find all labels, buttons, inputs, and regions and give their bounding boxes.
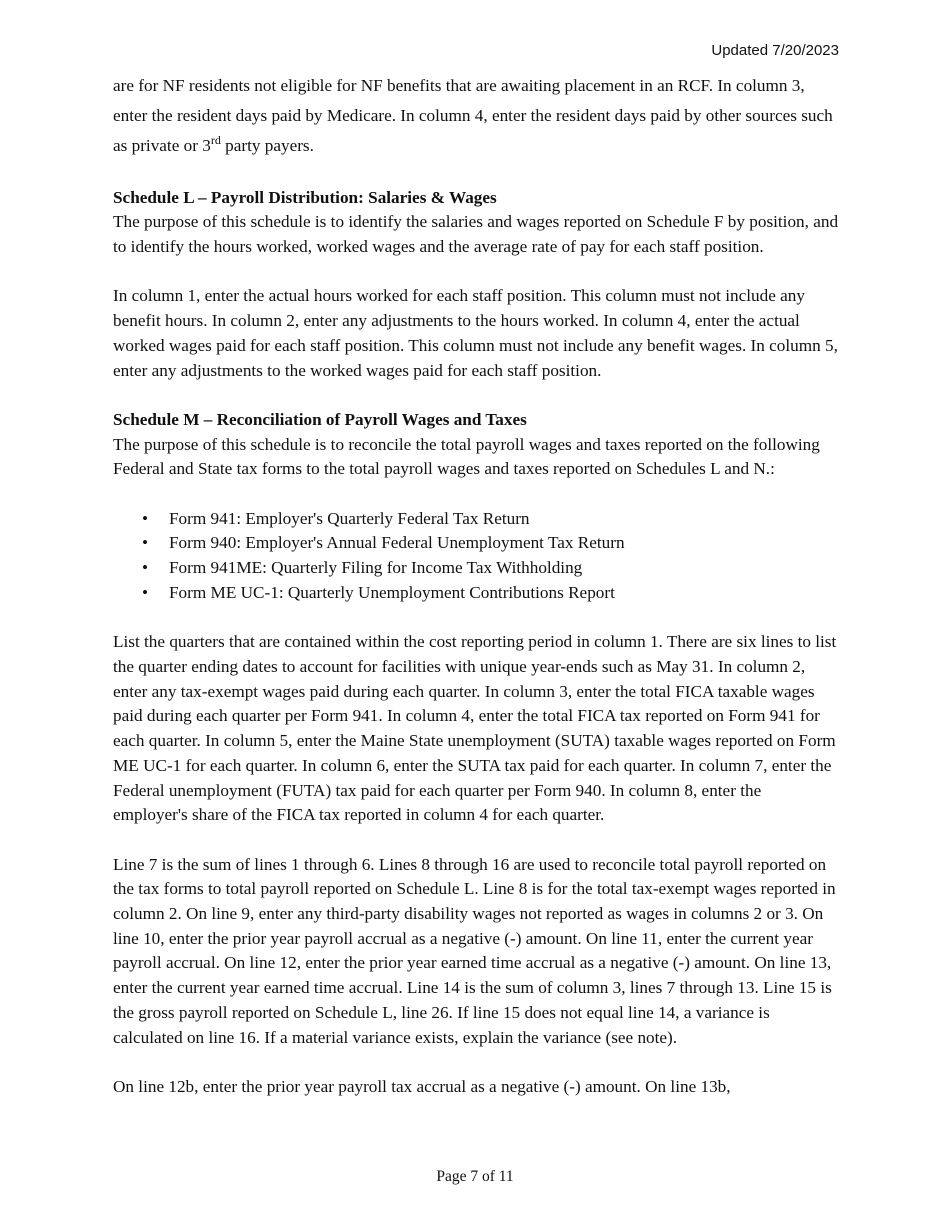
intro-paragraph <box>113 71 839 161</box>
page-number: Page 7 of 11 <box>436 1168 514 1185</box>
schedule-m-purpose: The purpose of this schedule is to reconcile the total payroll wages and taxes reported on the following Federal and State tax forms to the total payroll wages and taxes reported on Schedules L and N.: <box>113 434 820 479</box>
schedule-l-heading: Schedule L – Payroll Distribution: Salaries & Wages <box>113 187 497 207</box>
tax-forms-list <box>113 507 839 606</box>
intro-superscript: rd <box>210 133 221 147</box>
list-item: • Form ME UC-1: Quarterly Unemployment Contributions Report <box>113 581 839 606</box>
schedule-m-heading: Schedule M – Reconciliation of Payroll Wages and Taxes <box>113 409 527 429</box>
intro-text-end: party payers. <box>220 136 314 155</box>
list-item: • Form 941ME: Quarterly Filing for Income Tax Withholding <box>113 556 839 581</box>
schedule-l-purpose: The purpose of this schedule is to identify the salaries and wages reported on Schedule F by position, and to identify the hours worked, worked wages and the average rate of pay for each staff position. <box>113 212 839 257</box>
schedule-l-instructions: In column 1, enter the actual hours worked for each staff position. This column must not include any benefit hours. In column 2, enter any adjustments to the hours worked. In column 4, enter the actual worked wages paid for each staff position. This column must not include any benefit wages. In column 5, enter any adjustments to the worked wages paid for each staff position. <box>113 286 838 380</box>
document-body <box>113 71 839 1100</box>
schedule-m-tax-accrual-instructions: On line 12b, enter the prior year payroll tax accrual as a negative (-) amount. On line 13b, <box>113 1076 731 1096</box>
schedule-m-lines-instructions: Line 7 is the sum of lines 1 through 6. Lines 8 through 16 are used to reconcile total payroll reported on the tax forms to total payroll reported on Schedule L. Line 8 is for the total tax-exempt wages reported in column 2. On line 9, enter any third-party disability wages not reported as wages in columns 2 or 3. On line 10, enter the prior year payroll accrual as a negative (-) amount. On line 11, enter the current year payroll accrual. On line 12, enter the prior year earned time accrual as a negative (-) amount. On line 13, enter the current year earned time accrual. Line 14 is the sum of column 3, lines 7 through 13. Line 15 is the gross payroll reported on Schedule L, line 26. If line 15 does not equal line 14, a variance is calculated on line 16. If a material variance exists, explain the variance (see note). <box>113 854 836 1047</box>
intro-text: are for NF residents not eligible for NF benefits that are awaiting placement in an RCF. In column 3, enter the resident days paid by Medicare. In column 4, enter the resident days paid by other sources such as private or 3 <box>113 76 833 155</box>
list-item: • Form 941: Employer's Quarterly Federal Tax Return <box>113 507 839 532</box>
schedule-m-columns-instructions: List the quarters that are contained within the cost reporting period in column 1. There are six lines to list the quarter ending dates to account for facilities with unique year-ends such as May 31. In column 2, enter any tax-exempt wages paid during each quarter. In column 3, enter the total FICA taxable wages paid during each quarter per Form 941. In column 4, enter the total FICA tax reported on Form 941 for each quarter. In column 5, enter the Maine State unemployment (SUTA) taxable wages reported on Form ME UC-1 for each quarter. In column 6, enter the SUTA tax paid for each quarter. In column 7, enter the Federal unemployment (FUTA) tax paid for each quarter per Form 940. In column 8, enter the employer's share of the FICA tax reported in column 4 for each quarter. <box>113 632 837 825</box>
updated-date: Updated 7/20/2023 <box>711 42 839 59</box>
list-item: • Form 940: Employer's Annual Federal Unemployment Tax Return <box>113 531 839 556</box>
